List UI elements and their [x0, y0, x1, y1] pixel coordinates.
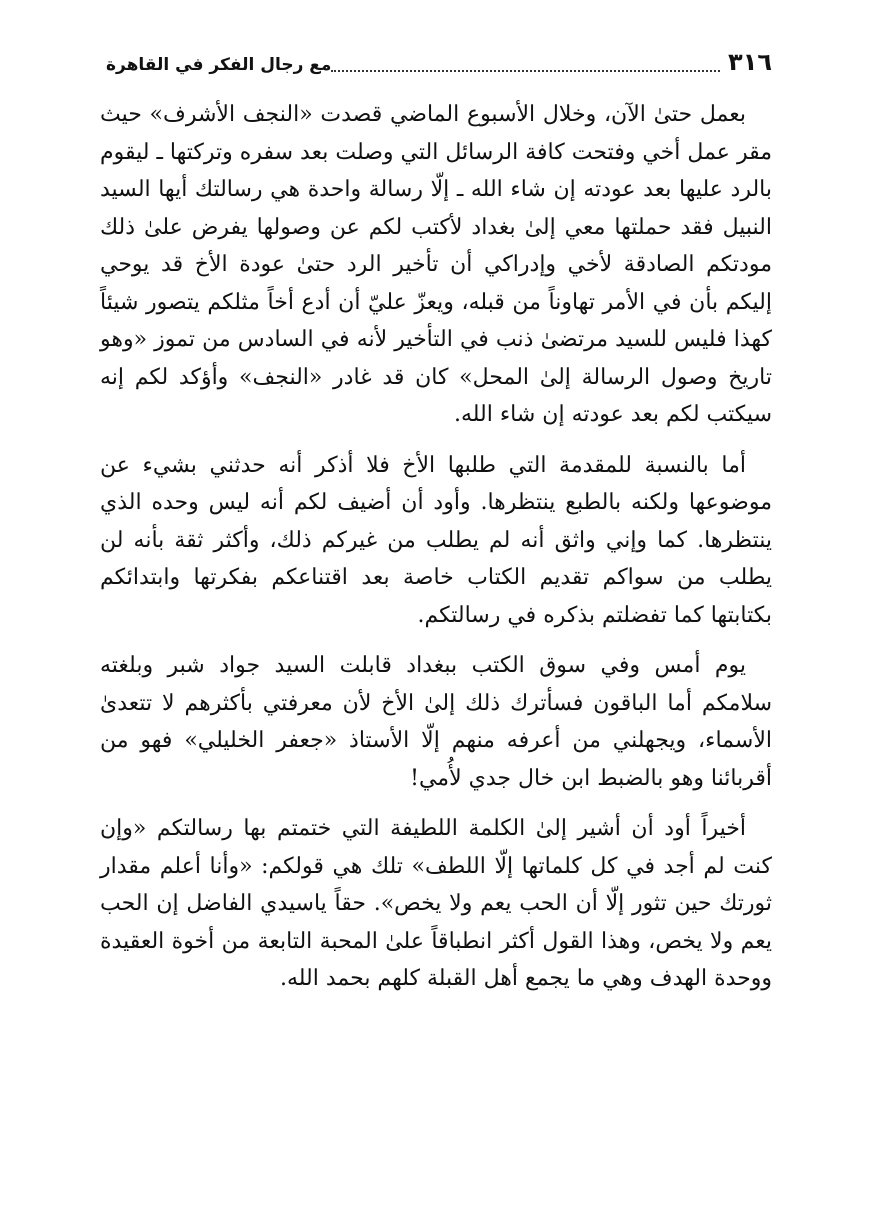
- paragraph: أخيراً أود أن أشير إلىٰ الكلمة اللطيفة التي ختمتم بها رسالتكم «وإن كنت لم أجد في كل كلماتها إلّا اللطف» تلك هي قولكم: «وأنا أعلم مقدار ثورتك حين تثور إلّا أن الحب يعم ولا يخص». حقاً ياسيدي الفاضل إن الحب يعم ولا يخص، وهذا القول أكثر انطباقاً علىٰ المحبة التابعة من أخوة العقيدة ووحدة الهدف وهي ما يجمع أهل القبلة كلهم بحمد الله.: [100, 816, 772, 991]
- page-header: [100, 36, 772, 76]
- dotted-leader: [331, 70, 720, 72]
- paragraph: أما بالنسبة للمقدمة التي طلبها الأخ فلا أذكر أنه حدثني بشيء عن موضوعها ولكنه بالطبع ينتظرها. وأود أن أضيف لكم أنه ليس وحده الذي ينتظرها. كما وإني واثق أنه لم يطلب من غيركم ذلك، وأكثر ثقة بأنه لن يطلب من سواكم تقديم الكتاب خاصة بعد اقتناعكم بفكرتها وابتدائكم بكتابتها كما تفضلتم بذكره في رسالتكم.: [100, 452, 772, 628]
- paragraph: يوم أمس وفي سوق الكتب ببغداد قابلت السيد جواد شبر وبلغته سلامكم أما الباقون فسأترك ذلك إلىٰ الأخ لأن معرفتي بأكثرهم لا تتعدىٰ الأسماء، ويجهلني من أعرفه منهم إلّا الأستاذ «جعفر الخليلي» فهو من أقربائنا وهو بالضبط ابن خال جدي لأُمي!: [100, 653, 772, 791]
- running-title: مع رجال الفكر في القاهرة: [106, 55, 332, 75]
- body-text: [100, 96, 772, 1011]
- paragraph: بعمل حتىٰ الآن، وخلال الأسبوع الماضي قصدت «النجف الأشرف» حيث مقر عمل أخي وفتحت كافة الرسائل التي وصلت بعد سفره وتركتها ـ ليقوم بالرد عليها بعد عودته إن شاء الله ـ إلّا رسالة واحدة هي رسالتك أيها السيد النبيل فقد حملتها معي إلىٰ بغداد لأكتب لكم عن وصولها يفرض علىٰ ذلك مودتكم الصادقة لأخي وإدراكي أن تأخير الرد حتىٰ عودة الأخ قد يوحي إليكم بأن في الأمر تهاوناً من قبله، ويعزّ عليّ أن أدع أخاً مثلكم يتصور شيئاً كهذا فليس للسيد مرتضىٰ ذنب في التأخير لأنه في السادس من تموز «وهو تاريخ وصول الرسالة إلىٰ المحل» كان قد غادر «النجف» وأؤكد لكم إنه سيكتب لكم بعد عودته إن شاء الله.: [100, 102, 772, 427]
- page-number: ٣١٦: [728, 48, 772, 76]
